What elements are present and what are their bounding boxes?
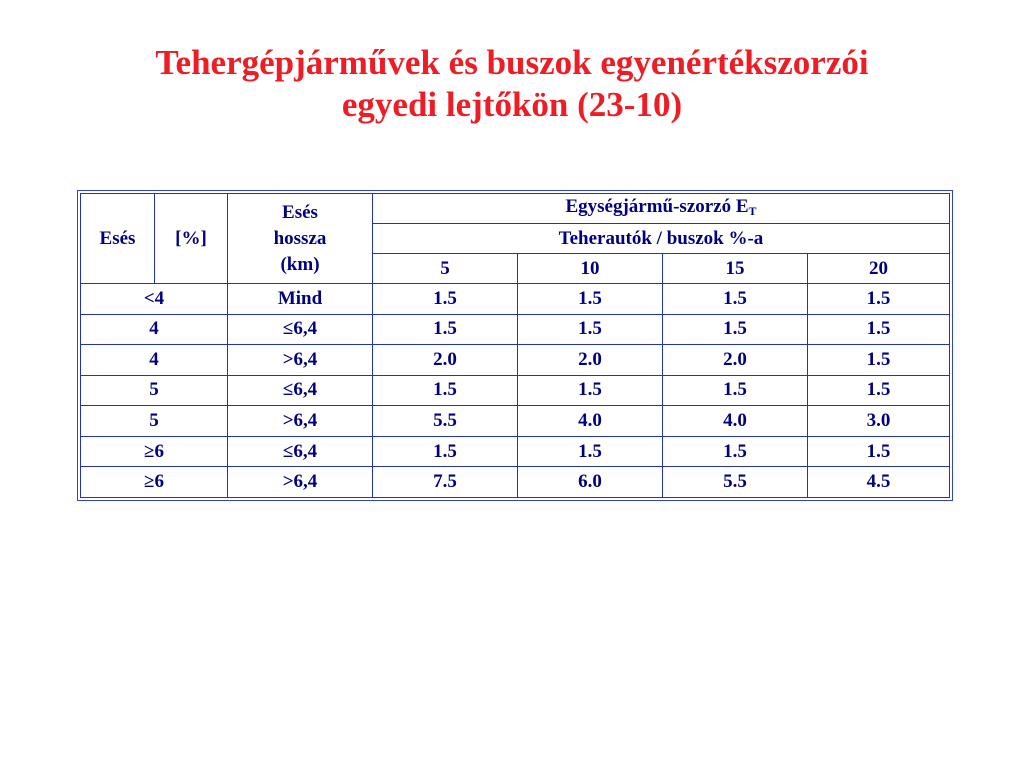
length-header-line-1: Esés bbox=[282, 201, 318, 223]
value-cell: 1.5 bbox=[373, 436, 518, 467]
value-cell: 5.5 bbox=[373, 406, 518, 437]
value-cell: 6.0 bbox=[518, 467, 663, 498]
length-cell: ≤6,4 bbox=[228, 436, 373, 467]
length-header bbox=[228, 194, 373, 284]
length-cell: ≤6,4 bbox=[228, 375, 373, 406]
slide-title bbox=[0, 42, 1024, 126]
pce-table bbox=[80, 193, 950, 498]
share-value-20: 20 bbox=[808, 254, 950, 284]
grade-cell: 4 bbox=[81, 314, 228, 345]
value-cell: 1.5 bbox=[518, 314, 663, 345]
value-cell: 1.5 bbox=[663, 284, 808, 315]
value-cell: 1.5 bbox=[518, 436, 663, 467]
header-row-1 bbox=[81, 194, 950, 224]
value-cell: 1.5 bbox=[373, 314, 518, 345]
table-row bbox=[81, 314, 950, 345]
length-header-line-3: (km) bbox=[280, 253, 320, 275]
table-row bbox=[81, 436, 950, 467]
value-cell: 4.5 bbox=[808, 467, 950, 498]
length-cell: >6,4 bbox=[228, 467, 373, 498]
share-header: Teherautók / buszok %-a bbox=[373, 224, 950, 254]
value-cell: 4.0 bbox=[518, 406, 663, 437]
table-row bbox=[81, 375, 950, 406]
value-cell: 1.5 bbox=[663, 436, 808, 467]
value-cell: 1.5 bbox=[663, 314, 808, 345]
grade-cell: <4 bbox=[81, 284, 228, 315]
title-line-1: Tehergépjárművek és buszok egyenértékszorzói bbox=[155, 43, 869, 82]
factor-header bbox=[373, 194, 950, 224]
value-cell: 1.5 bbox=[808, 375, 950, 406]
value-cell: 1.5 bbox=[808, 314, 950, 345]
value-cell: 1.5 bbox=[663, 375, 808, 406]
share-value-5: 5 bbox=[373, 254, 518, 284]
value-cell: 1.5 bbox=[808, 436, 950, 467]
title-line-2: egyedi lejtőkön (23-10) bbox=[341, 85, 683, 124]
grade-cell: 4 bbox=[81, 345, 228, 376]
table-row bbox=[81, 467, 950, 498]
value-cell: 2.0 bbox=[518, 345, 663, 376]
value-cell: 1.5 bbox=[808, 284, 950, 315]
factor-header-subscript: T bbox=[748, 203, 757, 218]
share-value-10: 10 bbox=[518, 254, 663, 284]
length-cell: >6,4 bbox=[228, 406, 373, 437]
length-cell: Mind bbox=[228, 284, 373, 315]
factor-header-label: Egységjármű-szorzó E bbox=[565, 195, 749, 217]
share-value-15: 15 bbox=[663, 254, 808, 284]
value-cell: 7.5 bbox=[373, 467, 518, 498]
table-row bbox=[81, 284, 950, 315]
length-header-line-2: hossza bbox=[273, 227, 327, 249]
value-cell: 1.5 bbox=[518, 375, 663, 406]
value-cell: 3.0 bbox=[808, 406, 950, 437]
value-cell: 2.0 bbox=[373, 345, 518, 376]
table-row bbox=[81, 345, 950, 376]
value-cell: 5.5 bbox=[663, 467, 808, 498]
value-cell: 2.0 bbox=[663, 345, 808, 376]
grade-cell: 5 bbox=[81, 375, 228, 406]
grade-cell: ≥6 bbox=[81, 467, 228, 498]
value-cell: 1.5 bbox=[373, 284, 518, 315]
value-cell: 1.5 bbox=[518, 284, 663, 315]
length-cell: >6,4 bbox=[228, 345, 373, 376]
value-cell: 1.5 bbox=[373, 375, 518, 406]
value-cell: 1.5 bbox=[808, 345, 950, 376]
value-cell: 4.0 bbox=[663, 406, 808, 437]
grade-cell: ≥6 bbox=[81, 436, 228, 467]
unit-header: [%] bbox=[155, 194, 228, 284]
length-cell: ≤6,4 bbox=[228, 314, 373, 345]
table-row bbox=[81, 406, 950, 437]
grade-header: Esés bbox=[81, 194, 155, 284]
pce-table-frame bbox=[77, 190, 953, 501]
grade-cell: 5 bbox=[81, 406, 228, 437]
